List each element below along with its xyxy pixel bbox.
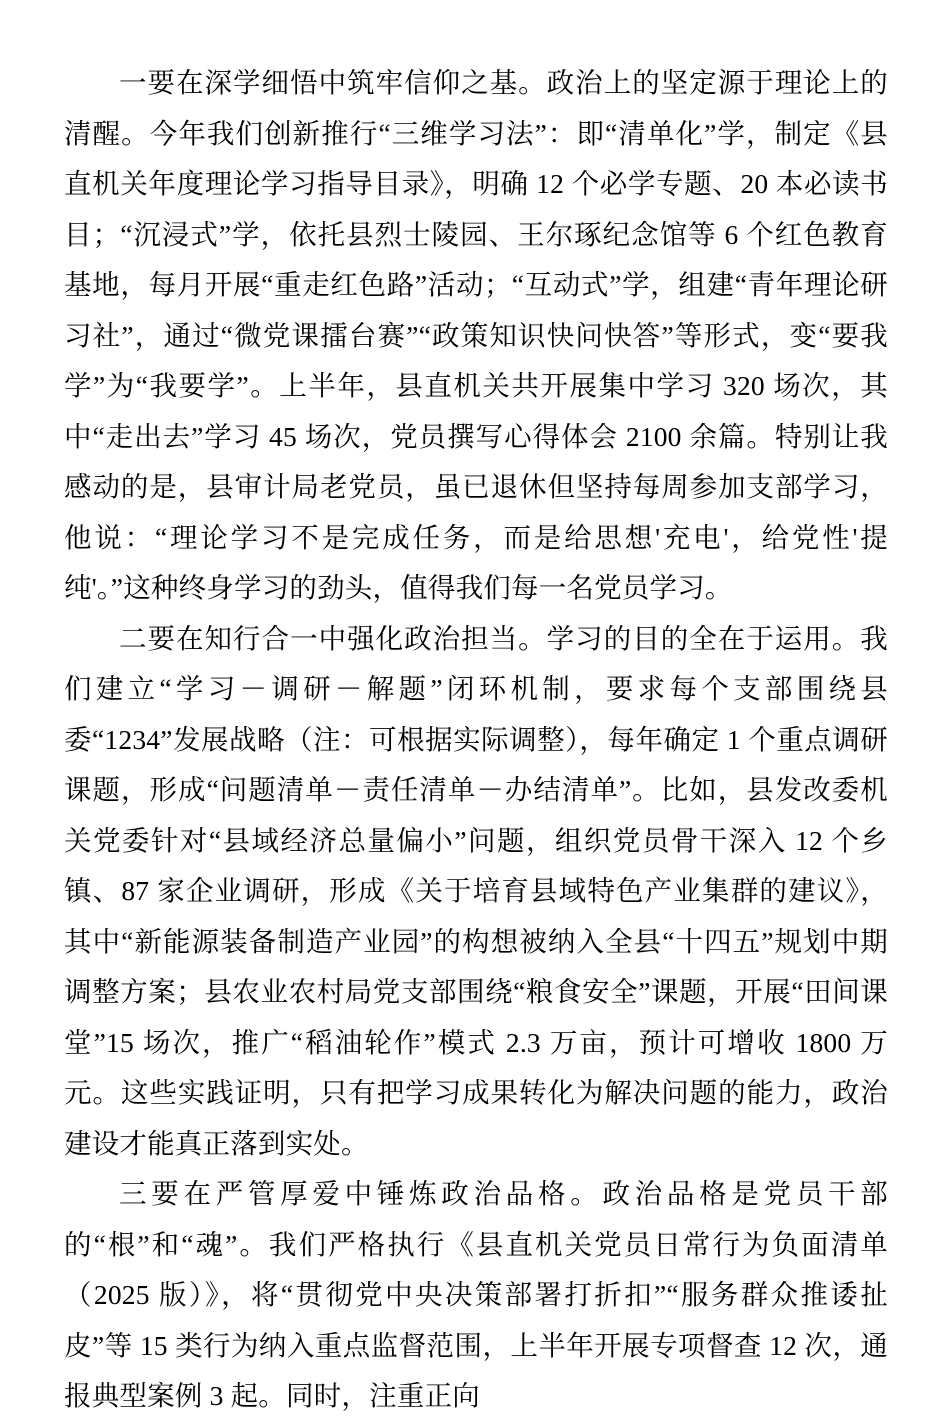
paragraph-3: 三要在严管厚爱中锤炼政治品格。政治品格是党员干部的“根”和“魂”。我们严格执行《县直机关党员日常行为负面清单（2025 版）》，将“贯彻党中央决策部署打折扣”“服务群众推诿扯皮”等 15 类行为纳入重点监督范围，上半年开展专项督查 12 次，通报典型案例 3 起。同时，注重正向 [64, 1178, 888, 1411]
paragraph-2: 二要在知行合一中强化政治担当。学习的目的全在于运用。我们建立“学习－调研－解题”闭环机制，要求每个支部围绕县委“1234”发展战略（注：可根据实际调整），每年确定 1 个重点调研课题，形成“问题清单－责任清单－办结清单”。比如，县发改委机关党委针对“县域经济总量偏小”问题，组织党员骨干深入 12 个乡镇、87 家企业调研，形成《关于培育县域特色产业集群的建议》，其中“新能源装备制造产业园”的构想被纳入全县“十四五”规划中期调整方案；县农业农村局党支部围绕“粮食安全”课题，开展“田间课堂”15 场次，推广“稻油轮作”模式 2.3 万亩，预计可增收 1800 万元。这些实践证明，只有把学习成果转化为解决问题的能力，政治建设才能真正落到实处。 [64, 622, 888, 1159]
document-body [64, 58, 888, 1422]
paragraph-1: 一要在深学细悟中筑牢信仰之基。政治上的坚定源于理论上的清醒。今年我们创新推行“三维学习法”：即“清单化”学，制定《县直机关年度理论学习指导目录》，明确 12 个必学专题、20 本必读书目；“沉浸式”学，依托县烈士陵园、王尔琢纪念馆等 6 个红色教育基地，每月开展“重走红色路”活动；“互动式”学，组建“青年理论研习社”，通过“微党课擂台赛”“政策知识快问快答”等形式，变“要我学”为“我要学”。上半年，县直机关共开展集中学习 320 场次，其中“走出去”学习 45 场次，党员撰写心得体会 2100 余篇。特别让我感动的是，县审计局老党员，虽已退休但坚持每周参加支部学习，他说：“理论学习不是完成任务，而是给思想'充电'，给党性'提纯'。”这种终身学习的劲头，值得我们每一名党员学习。 [64, 67, 888, 603]
